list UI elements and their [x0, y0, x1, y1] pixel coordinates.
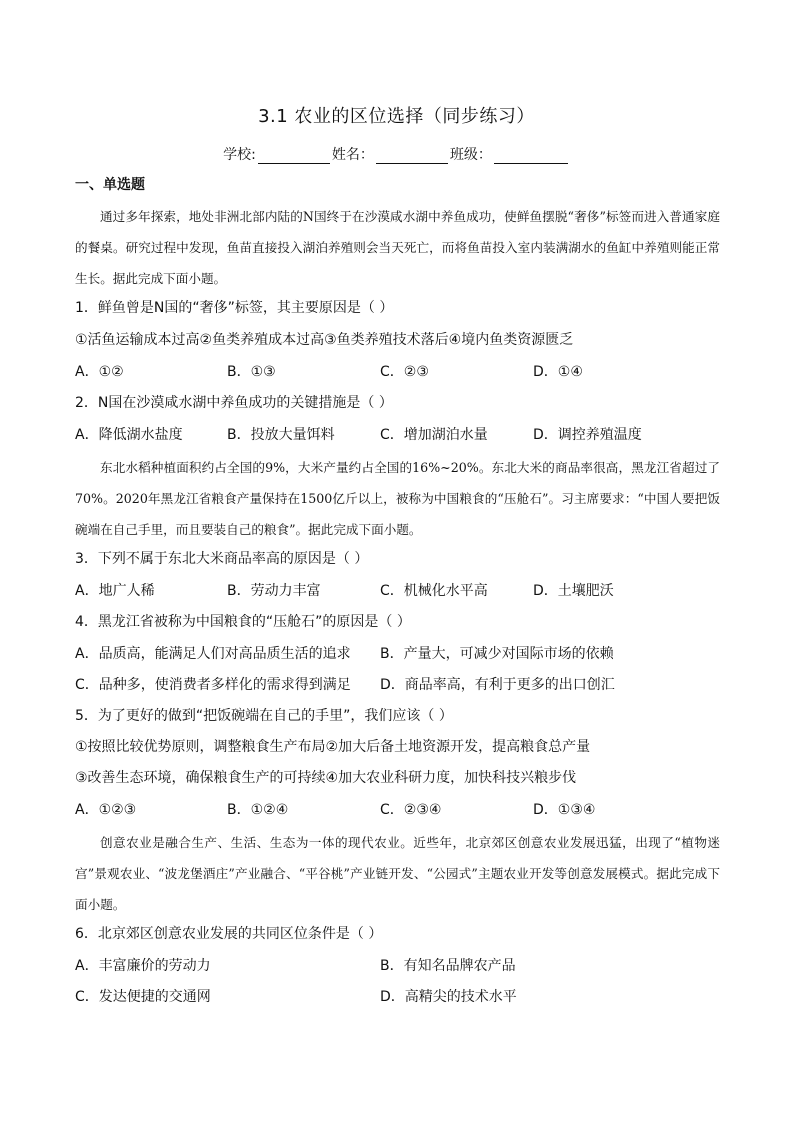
q6-option-b[interactable]: B．有知名品牌农产品: [380, 958, 516, 974]
q5-option-d[interactable]: D．①③④: [533, 802, 596, 818]
q4-option-a[interactable]: A．品质高，能满足人们对高品质生活的追求: [75, 646, 351, 662]
q2-option-c[interactable]: C．增加湖泊水量: [380, 427, 488, 443]
section-heading: 一、单选题: [75, 177, 145, 193]
class-blank[interactable]: [494, 149, 568, 164]
question-1-stem: 1．鲜鱼曾是N国的“奢侈”标签，其主要原因是（ ）: [75, 300, 394, 316]
q4-option-c[interactable]: C．品种多，使消费者多样化的需求得到满足: [75, 677, 351, 693]
name-label: 姓名：: [331, 147, 374, 163]
class-label: 班级：: [449, 147, 492, 163]
question-4-stem: 4．黑龙江省被称为中国粮食的“压舱石”的原因是（ ）: [75, 614, 411, 630]
question-6-stem: 6．北京郊区创意农业发展的共同区位条件是（ ）: [75, 926, 383, 942]
q3-option-d[interactable]: D．土壤肥沃: [533, 583, 614, 599]
q2-option-a[interactable]: A．降低湖水盐度: [75, 427, 183, 443]
question-1-items: ①活鱼运输成本过高②鱼类养殖成本过高③鱼类养殖技术落后④境内鱼类资源匮乏: [75, 332, 574, 348]
q5-option-b[interactable]: B．①②④: [227, 802, 289, 818]
q1-option-c[interactable]: C．②③: [380, 364, 429, 380]
question-5-items-line-2: ③改善生态环境，确保粮食生产的可持续④加大农业科研力度，加快科技兴粮步伐: [75, 770, 577, 786]
passage-2: 东北水稻种植面积约占全国的9%，大米产量约占全国的16%~20%。东北大米的商品率很高，黑龙江省超过了70%。2020年黑龙江省粮食产量保持在1500亿斤以上，被称为中国粮食的“压舱石”。习主席要求：“中国人要把饭碗端在自己手里，而且要装自己的粮食”。据此完成下面小题。: [75, 460, 720, 537]
question-5-stem: 5．为了更好的做到“把饭碗端在自己的手里”，我们应该（ ）: [75, 708, 453, 724]
page-title: 3.1 农业的区位选择（同步练习）: [258, 106, 535, 127]
q6-option-a[interactable]: A．丰富廉价的劳动力: [75, 958, 211, 974]
q4-option-b[interactable]: B．产量大，可减少对国际市场的依赖: [380, 646, 614, 662]
school-label: 学校:: [223, 147, 256, 163]
q3-option-a[interactable]: A．地广人稀: [75, 583, 155, 599]
q5-option-a[interactable]: A．①②③: [75, 802, 137, 818]
question-5-items-line-1: ①按照比较优势原则，调整粮食生产布局②加大后备土地资源开发，提高粮食总产量: [75, 739, 591, 755]
question-2-stem: 2．N国在沙漠咸水湖中养鱼成功的关键措施是（ ）: [75, 395, 393, 411]
q1-option-b[interactable]: B．①③: [227, 364, 276, 380]
q6-option-c[interactable]: C．发达便捷的交通网: [75, 989, 211, 1005]
q1-option-d[interactable]: D．①④: [533, 364, 583, 380]
school-blank[interactable]: [258, 149, 330, 164]
q3-option-b[interactable]: B．劳动力丰富: [227, 583, 321, 599]
student-info-line: [0, 144, 793, 164]
passage-3: 创意农业是融合生产、生活、生态为一体的现代农业。近些年，北京郊区创意农业发展迅猛，出现了“植物迷宫”景观农业、“波龙堡酒庄”产业融合、“平谷桃”产业链开发、“公园式”主题农业开发等创意发展模式。据此完成下面小题。: [75, 835, 720, 912]
q4-option-d[interactable]: D．商品率高，有利于更多的出口创汇: [380, 677, 615, 693]
passage-1: 通过多年探索，地处非洲北部内陆的N国终于在沙漠咸水湖中养鱼成功，使鲜鱼摆脱“奢侈”标签而进入普通家庭的餐桌。研究过程中发现，鱼苗直接投入湖泊养殖则会当天死亡，而将鱼苗投入室内装满湖水的鱼缸中养殖则能正常生长。据此完成下面小题。: [75, 209, 720, 286]
question-3-stem: 3．下列不属于东北大米商品率高的原因是（ ）: [75, 551, 369, 567]
q2-option-b[interactable]: B．投放大量饵料: [227, 427, 335, 443]
q3-option-c[interactable]: C．机械化水平高: [380, 583, 488, 599]
name-blank[interactable]: [376, 149, 448, 164]
q5-option-c[interactable]: C．②③④: [380, 802, 442, 818]
q2-option-d[interactable]: D．调控养殖温度: [533, 427, 642, 443]
q1-option-a[interactable]: A．①②: [75, 364, 124, 380]
q6-option-d[interactable]: D．高精尖的技术水平: [380, 989, 517, 1005]
